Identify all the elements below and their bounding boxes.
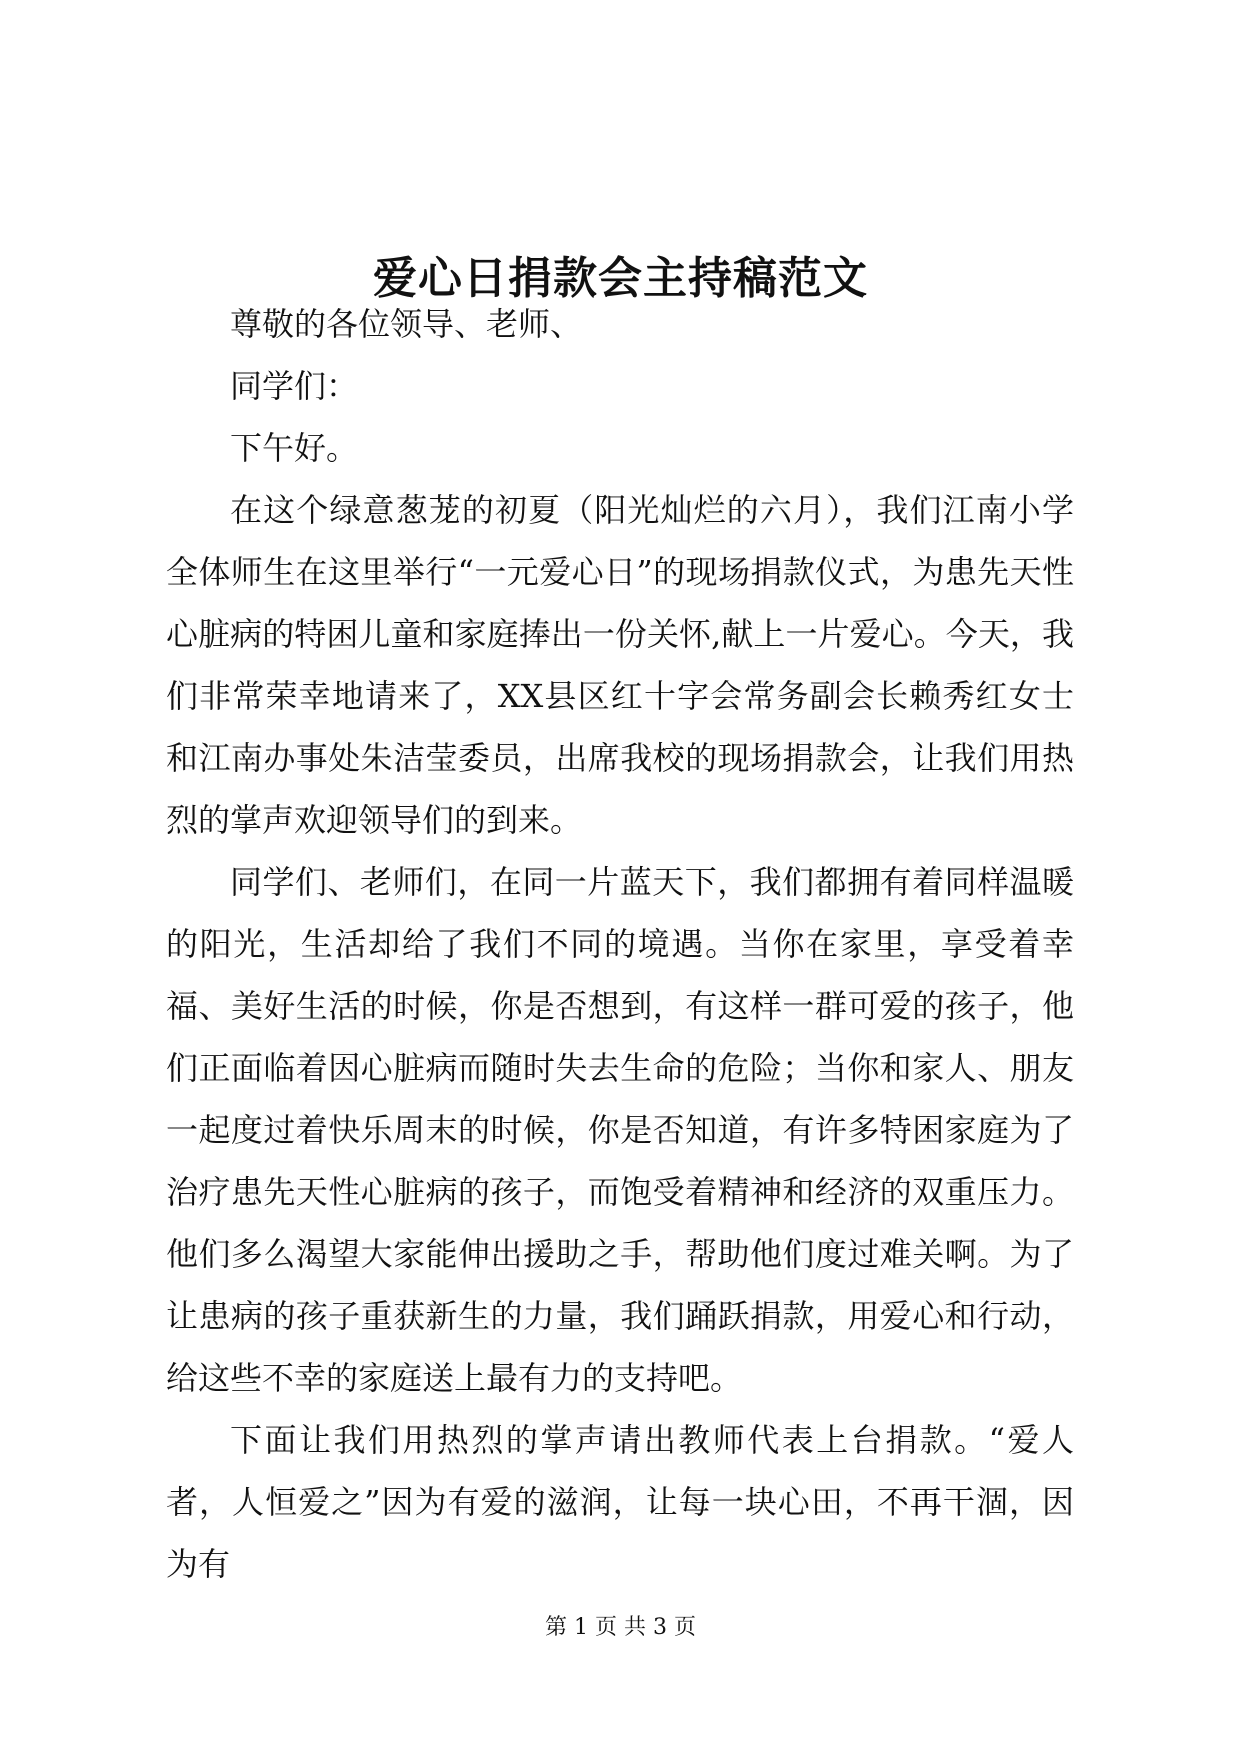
- paragraph-donation: 下面让我们用热烈的掌声请出教师代表上台捐款。“爱人者，人恒爱之”因为有爱的滋润，让每一块心田，不再干涸，因为有: [166, 1421, 1074, 1583]
- paragraph-greeting: 下午好。: [230, 429, 359, 467]
- document-body: [166, 293, 1074, 1595]
- document-title: 爱心日捐款会主持稿范文: [373, 253, 868, 305]
- paragraph-salutation-1: 尊敬的各位领导、老师、: [230, 305, 583, 343]
- paragraph-opening: 在这个绿意葱茏的初夏（阳光灿烂的六月），我们江南小学全体师生在这里举行“一元爱心日”的现场捐款仪式，为患先天性心脏病的特困儿童和家庭捧出一份关怀,献上一片爱心。今天，我们非常荣幸地请来了，XX县区红十字会常务副会长赖秀红女士和江南办事处朱洁莹委员，出席我校的现场捐款会，让我们用热烈的掌声欢迎领导们的到来。: [166, 491, 1074, 839]
- page-number-footer: 第 1 页 共 3 页: [545, 1615, 696, 1640]
- paragraph-salutation-2: 同学们：: [230, 367, 359, 405]
- paragraph-appeal: 同学们、老师们，在同一片蓝天下，我们都拥有着同样温暖的阳光，生活却给了我们不同的境遇。当你在家里，享受着幸福、美好生活的时候，你是否想到，有这样一群可爱的孩子，他们正面临着因心脏病而随时失去生命的危险；当你和家人、朋友一起度过着快乐周末的时候，你是否知道，有许多特困家庭为了治疗患先天性心脏病的孩子，而饱受着精神和经济的双重压力。他们多么渴望大家能伸出援助之手，帮助他们度过难关啊。为了让患病的孩子重获新生的力量，我们踊跃捐款，用爱心和行动，给这些不幸的家庭送上最有力的支持吧。: [166, 863, 1074, 1397]
